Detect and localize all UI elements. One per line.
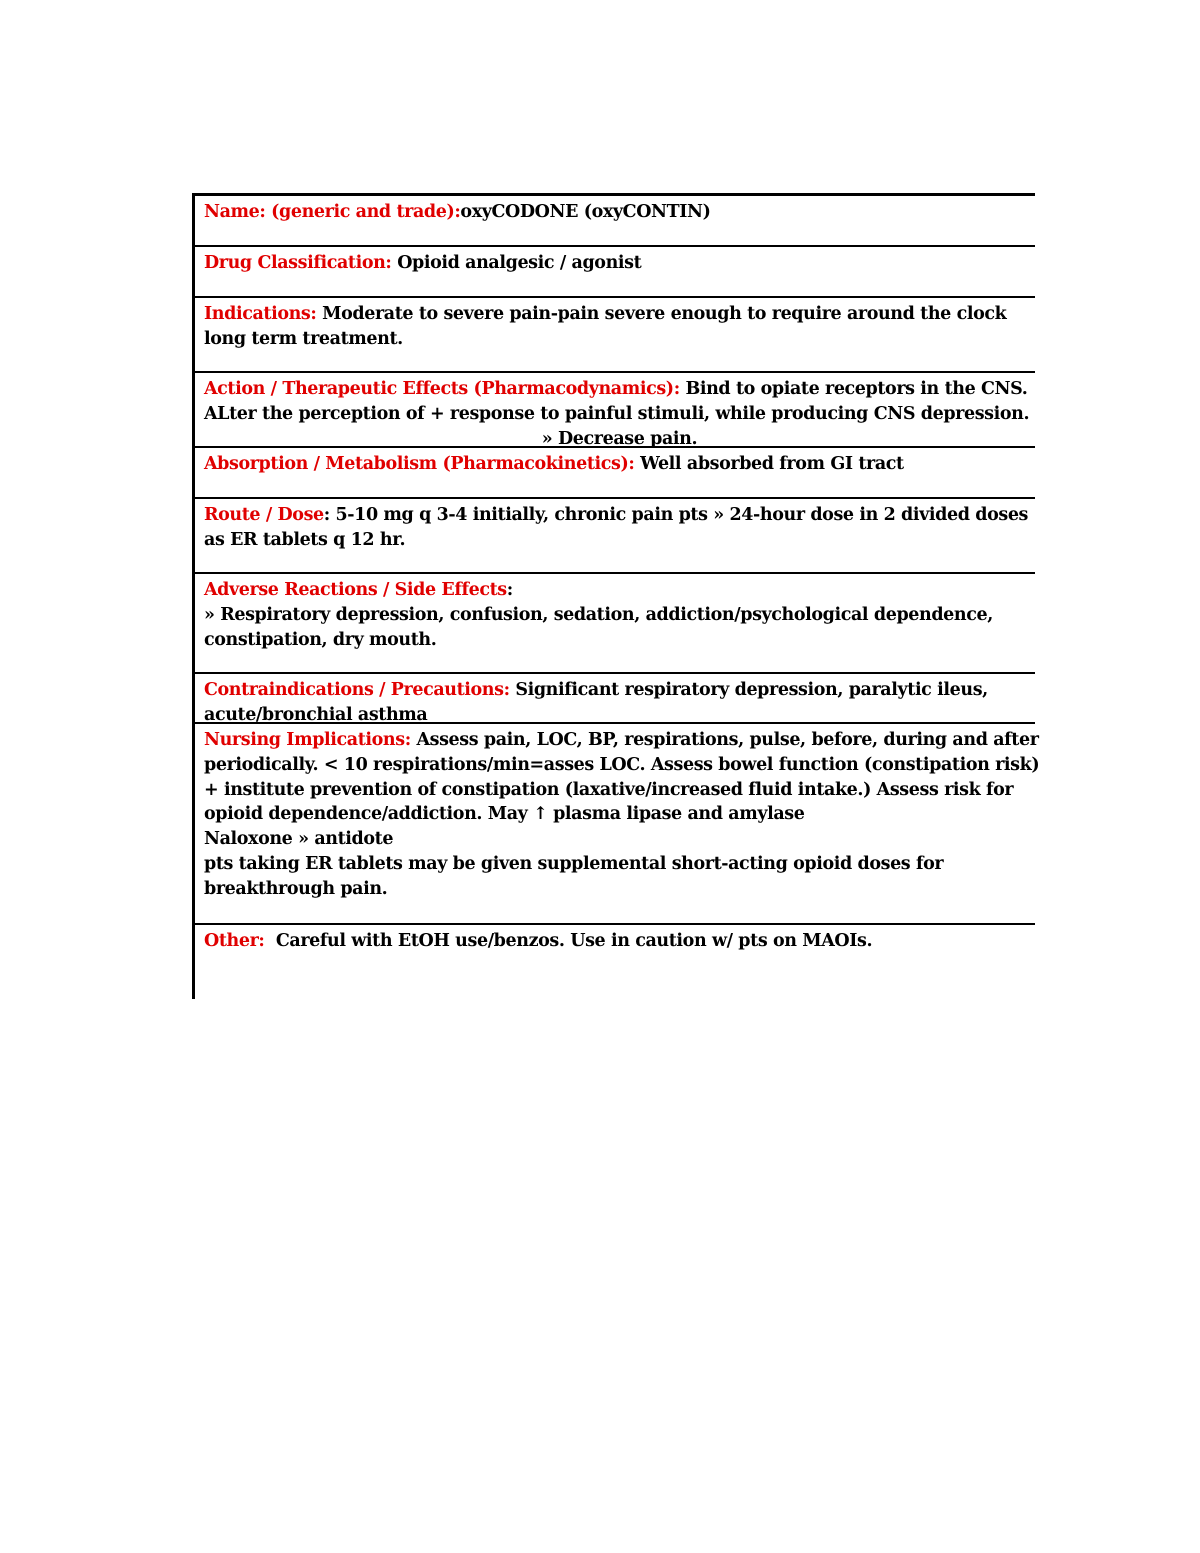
adverse-label: Adverse Reactions / Side Effects [204, 580, 507, 600]
name-label: Name: (generic and trade): [204, 202, 461, 222]
route-text-1: : 5-10 mg q 3-4 initially, chronic pain pts » 24-hour dose in 2 divided doses [323, 505, 1029, 525]
absorption-label: Absorption / Metabolism (Pharmacokinetics): [204, 454, 635, 474]
adverse-text-2: constipation, dry mouth. [204, 629, 437, 650]
indications-label: Indications: [204, 304, 317, 324]
indications-text-1: Moderate to severe pain-pain severe enough to require around the clock [322, 304, 1007, 324]
action-text-2: ALter the perception of + response to painful stimuli, while producing CNS depression. [204, 403, 1030, 424]
row-classification [195, 245, 1035, 276]
nursing-text-4: opioid dependence/addiction. May ↑ plasma lipase and amylase [204, 804, 805, 825]
indications-text-2: long term treatment. [204, 328, 403, 349]
adverse-text-1: » Respiratory depression, confusion, sedation, addiction/psychological dependence, [204, 604, 993, 625]
nursing-text-7: breakthrough pain. [204, 878, 388, 899]
row-other [195, 923, 1035, 954]
contraindications-label: Contraindications / Precautions: [204, 680, 510, 700]
action-line-1 [204, 377, 1035, 402]
row-adverse [195, 572, 1035, 652]
drug-card [192, 193, 1040, 999]
contraindications-text-2: acute/bronchial asthma [204, 704, 428, 725]
contraindications-line-1 [204, 678, 1035, 703]
action-text-3: » Decrease pain. [541, 428, 698, 449]
contraindications-text-1: Significant respiratory depression, paralytic ileus, [515, 680, 988, 700]
route-line-1 [204, 503, 1035, 528]
row-action [195, 371, 1035, 451]
row-absorption [195, 446, 1035, 477]
row-name [195, 196, 1035, 225]
indications-line-1 [204, 302, 1035, 327]
name-value: oxyCODONE (oxyCONTIN) [460, 202, 711, 222]
adverse-line-1 [204, 578, 1035, 603]
nursing-text-2: periodically. < 10 respirations/min=asses LOC. Assess bowel function (constipation risk) [204, 754, 1040, 775]
row-indications [195, 296, 1035, 352]
classification-value: Opioid analgesic / agonist [397, 253, 642, 273]
nursing-text-3: + institute prevention of constipation (laxative/increased fluid intake.) Assess risk for [204, 779, 1014, 800]
nursing-label: Nursing Implications: [204, 730, 411, 750]
route-text-2: as ER tablets q 12 hr. [204, 529, 406, 550]
action-label: Action / Therapeutic Effects (Pharmacodynamics): [204, 379, 680, 399]
row-contraindications [195, 672, 1035, 728]
other-label: Other: [204, 931, 265, 951]
absorption-value: Well absorbed from GI tract [640, 454, 904, 474]
adverse-colon: : [506, 580, 513, 600]
nursing-text-1: Assess pain, LOC, BP, respirations, pulse, before, during and after [416, 730, 1039, 750]
nursing-line-1 [204, 728, 1039, 753]
other-value: Careful with EtOH use/benzos. Use in caution w/ pts on MAOIs. [275, 931, 873, 951]
route-label: Route / Dose [204, 505, 324, 525]
classification-label: Drug Classification: [204, 253, 392, 273]
nursing-text-5: Naloxone » antidote [204, 829, 394, 850]
row-route [195, 497, 1035, 553]
action-text-1: Bind to opiate receptors in the CNS. [685, 379, 1028, 399]
row-nursing [195, 722, 1040, 902]
nursing-text-6: pts taking ER tablets may be given supplemental short-acting opioid doses for [204, 853, 944, 874]
